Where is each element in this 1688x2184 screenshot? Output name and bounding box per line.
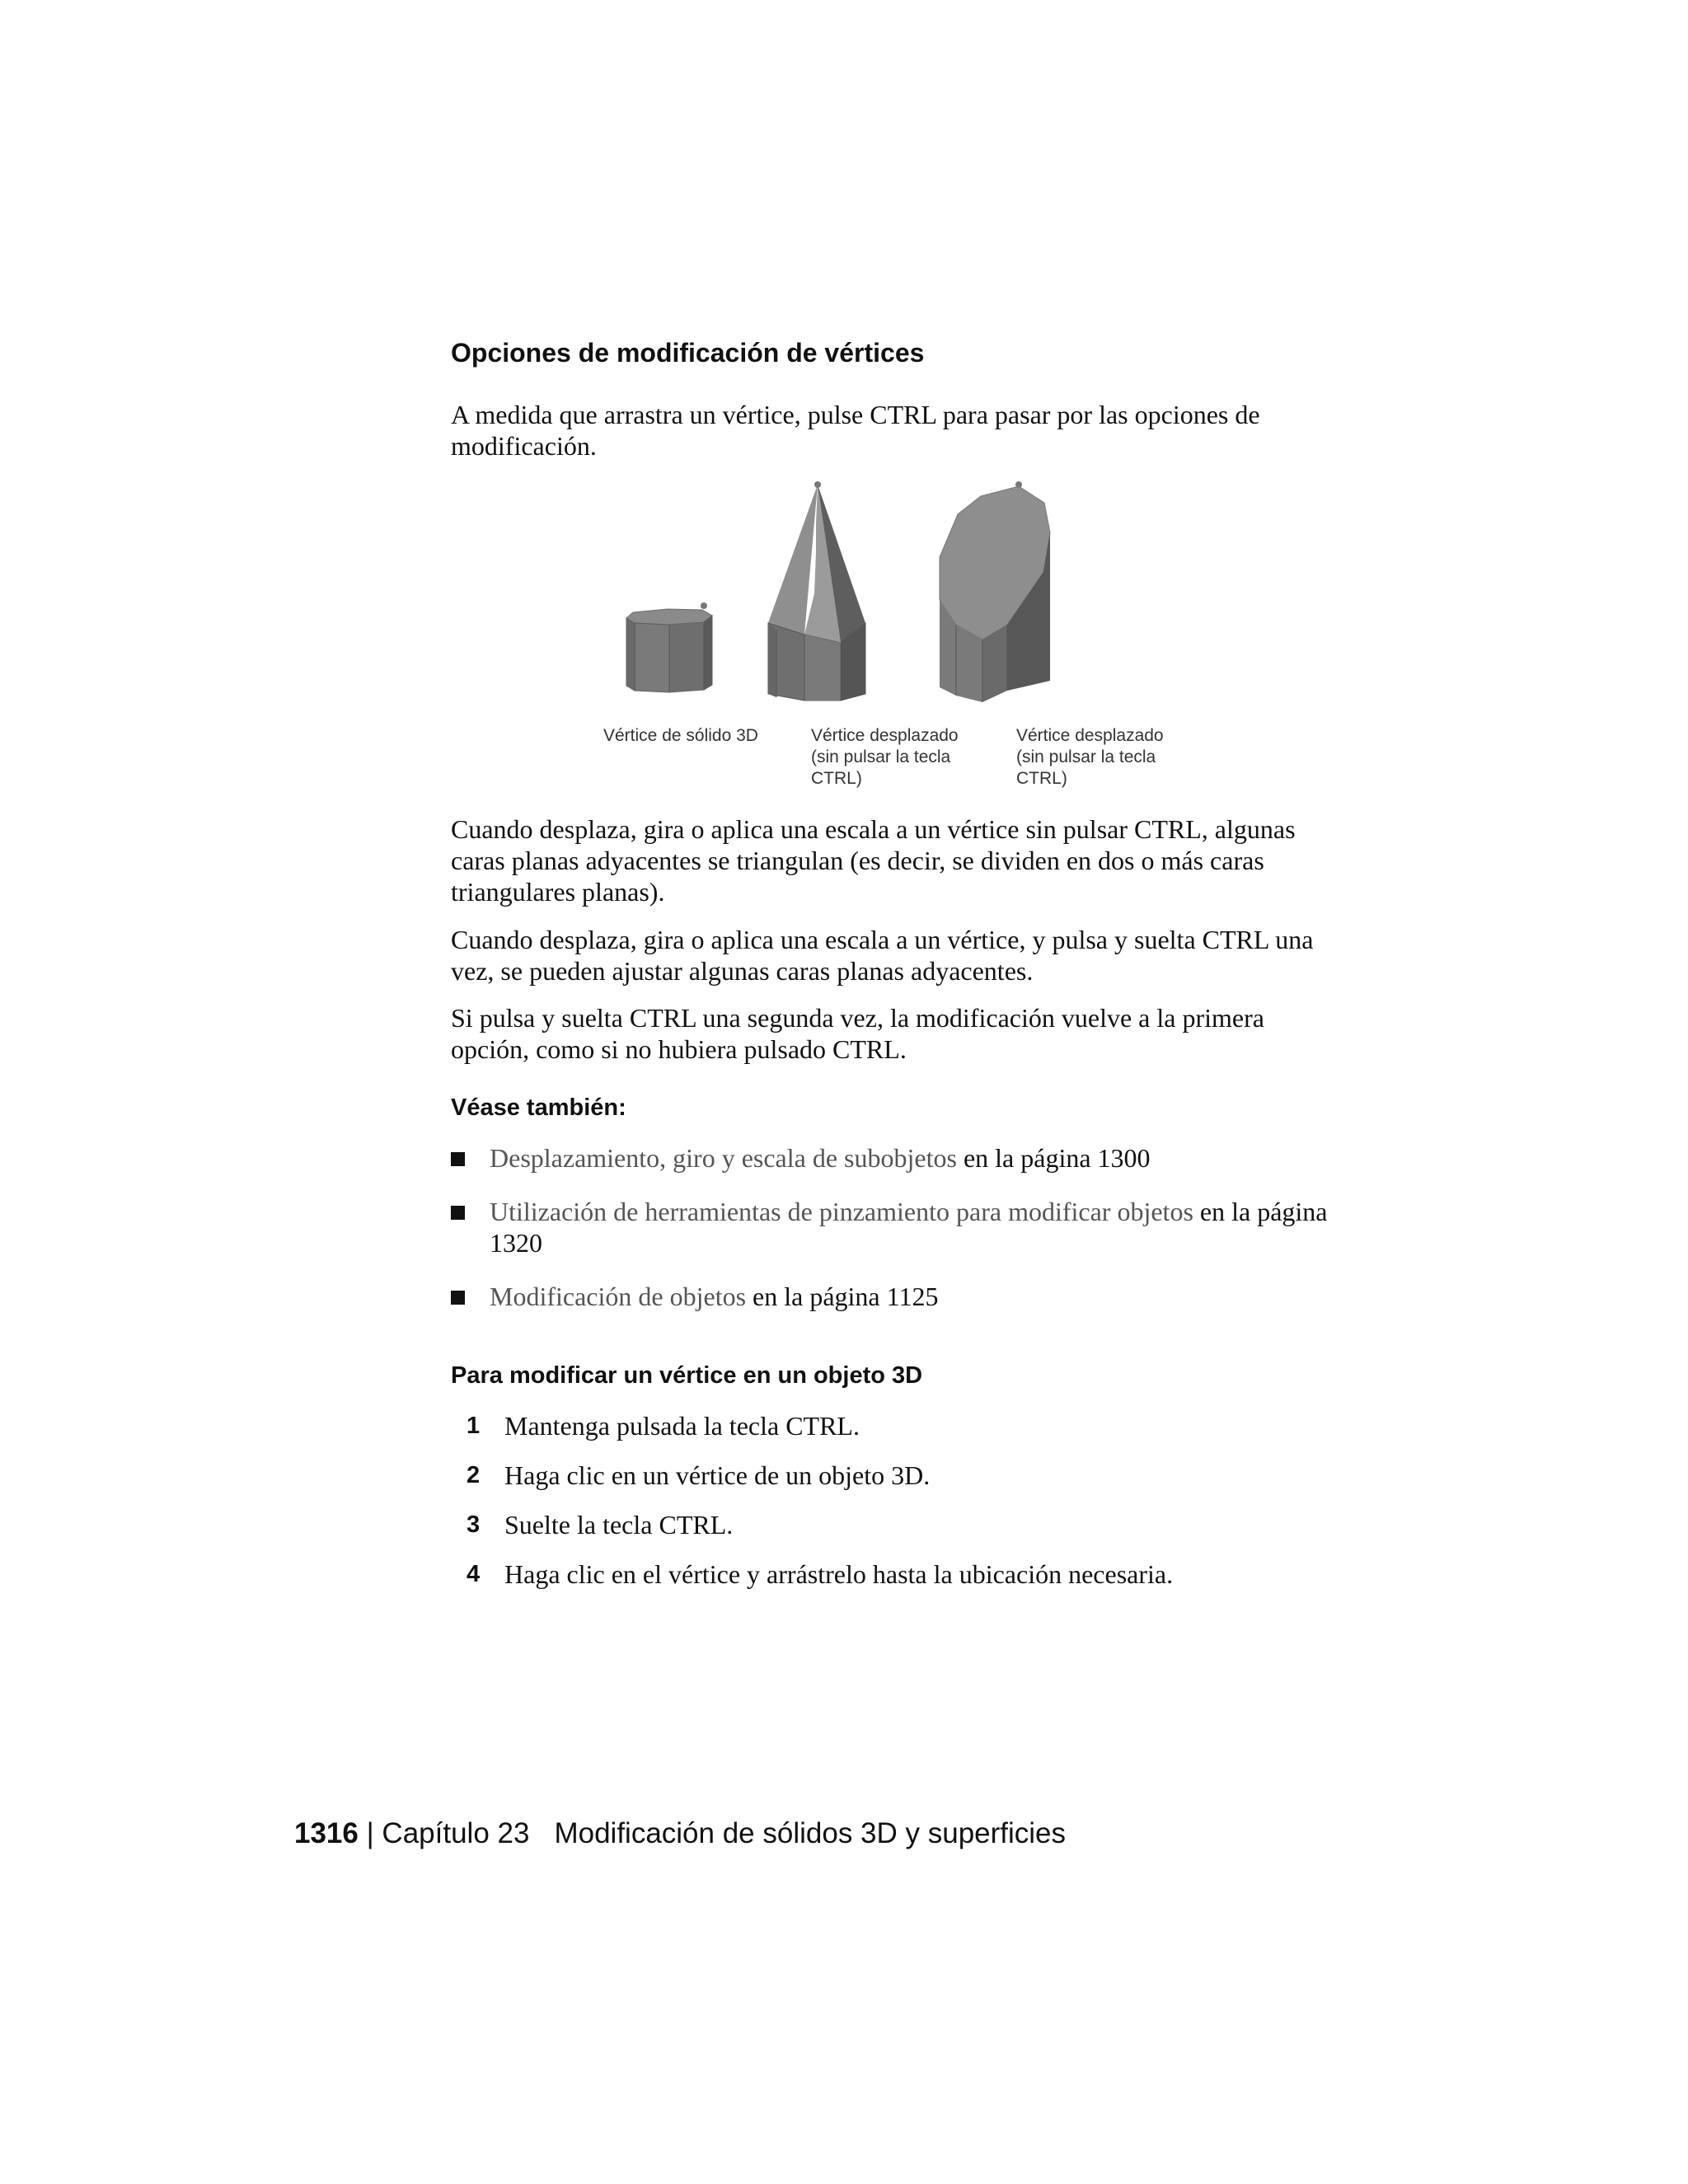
procedure-heading: Para modificar un vértice en un objeto 3D	[451, 1362, 923, 1389]
see-also-item	[451, 1281, 1341, 1312]
cross-reference-link[interactable]: Utilización de herramientas de pinzamiento para modificar objetos	[490, 1197, 1193, 1226]
see-also-item	[451, 1196, 1341, 1258]
bullet-square-icon	[451, 1206, 465, 1220]
figure-vertex-modification	[593, 478, 1187, 799]
page-reference: en la página 1125	[746, 1282, 939, 1311]
vertex-marker	[1015, 481, 1022, 488]
figure-caption-2: Vértice desplazado (sin pulsar la tecla CTRL)	[811, 726, 959, 788]
step-text: Haga clic en un vértice de un objeto 3D.	[504, 1460, 931, 1490]
triangulated-solid	[768, 481, 865, 701]
cross-reference-link[interactable]: Modificación de objetos	[490, 1282, 747, 1311]
page-footer	[294, 1817, 1066, 1850]
page-reference: en la página 1320	[490, 1197, 1328, 1258]
body-paragraph: Cuando desplaza, gira o aplica una escala a un vértice sin pulsar CTRL, algunas caras planas adyacentes se triangulan (es decir, se dividen en dos o más caras triangulares planas).	[451, 814, 1296, 907]
bullet-square-icon	[451, 1152, 465, 1166]
solids-illustration	[593, 478, 1187, 725]
step-number: 3	[467, 1511, 481, 1538]
bullet-square-icon	[451, 1291, 465, 1305]
see-also-item	[451, 1142, 1341, 1174]
intro-paragraph: A medida que arrastra un vértice, pulse CTRL para pasar por las opciones de modificación.	[451, 400, 1260, 461]
see-also-list	[451, 1142, 1341, 1312]
step-number: 4	[467, 1561, 481, 1587]
see-also-heading: Véase también:	[451, 1094, 626, 1121]
step-text: Mantenga pulsada la tecla CTRL.	[504, 1411, 860, 1441]
step-number: 1	[467, 1413, 481, 1439]
step-number: 2	[467, 1462, 481, 1488]
octagonal-prism-solid	[626, 602, 712, 692]
page-reference: en la página 1300	[956, 1143, 1151, 1173]
vertex-marker	[814, 481, 821, 488]
body-paragraph: Si pulsa y suelta CTRL una segunda vez, la modificación vuelve a la primera opción, como si no hubiera pulsado CTRL.	[451, 1003, 1264, 1064]
section-heading: Opciones de modificación de vértices	[451, 338, 925, 368]
procedure-step	[462, 1460, 1335, 1509]
procedure-steps	[462, 1410, 1335, 1608]
vertex-marker	[701, 602, 707, 609]
chapter-label: Capítulo 23	[382, 1817, 530, 1849]
figure-caption-1: Vértice de sólido 3D	[603, 726, 758, 745]
adjusted-solid	[940, 481, 1050, 702]
procedure-step	[462, 1410, 1335, 1460]
step-text: Suelte la tecla CTRL.	[504, 1510, 734, 1540]
footer-separator: |	[358, 1817, 382, 1849]
procedure-step	[462, 1558, 1335, 1608]
chapter-title: Modificación de sólidos 3D y superficies	[554, 1817, 1067, 1849]
page-number: 1316	[294, 1817, 359, 1849]
procedure-step	[462, 1509, 1335, 1558]
body-paragraph: Cuando desplaza, gira o aplica una escala a un vértice, y pulsa y suelta CTRL una vez, se pueden ajustar algunas caras planas adyacentes.	[451, 925, 1314, 986]
cross-reference-link[interactable]: Desplazamiento, giro y escala de subobjetos	[490, 1143, 957, 1173]
step-text: Haga clic en el vértice y arrástrelo hasta la ubicación necesaria.	[504, 1559, 1174, 1589]
figure-caption-3: Vértice desplazado (sin pulsar la tecla CTRL)	[1016, 726, 1164, 788]
